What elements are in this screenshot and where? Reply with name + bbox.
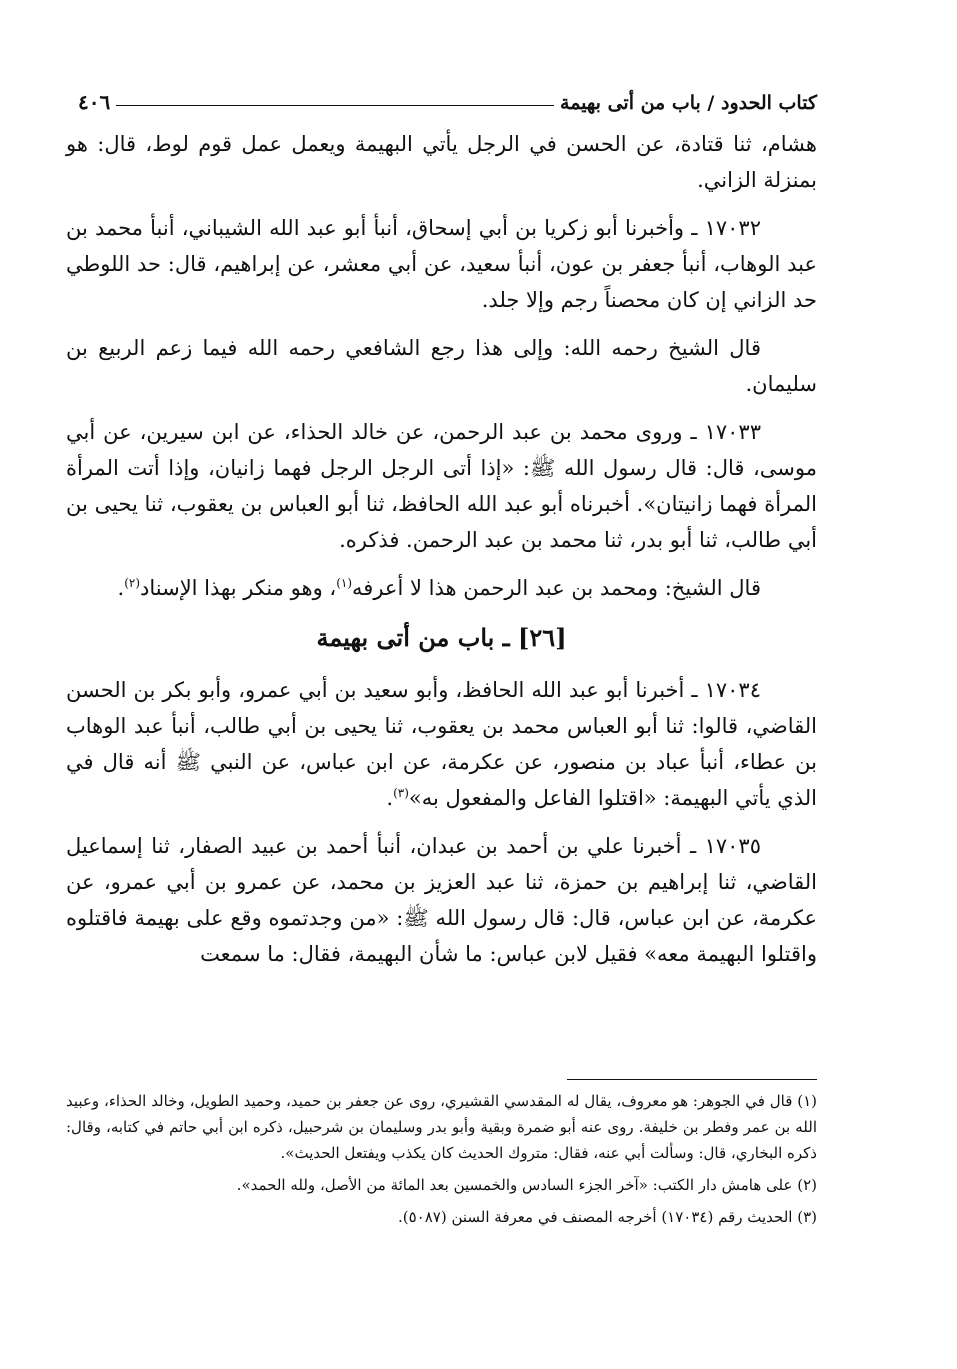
running-header <box>66 78 817 114</box>
footnote-ref-2: (٢) <box>124 576 141 590</box>
footnote-1: (١) قال في الجوهر: هو معروف، يقال له المقدسي القشيري، روى عن جعفر بن حميد، وحميد الطويل، وخالد الحذاء، وعبيد الله بن عمر وفطر بن خليفة. روى عنه أبو ضمرة وبقية وأبو بدر وسليمان بن شرحبيل، ذكره ابن أبي حاتم في كتابه، وقال: ذكره البخاري، قال: وسألت أبي عنه، فقال: متروك الحديث كان يكذب ويفتعل الحديث». <box>66 1092 817 1162</box>
footnotes <box>66 1088 817 1236</box>
main-text <box>66 126 817 984</box>
footnote-2: (٢) على هامش دار الكتب: «آخر الجزء السادس والخمسين بعد المائة من الأصل، ولله الحمد». <box>236 1176 817 1194</box>
footnote-ref-3: (٣) <box>393 786 409 800</box>
footnote-3: (٣) الحديث رقم (١٧٠٣٤) أخرجه المصنف في معرفة السنن (٥٠٨٧). <box>398 1208 817 1226</box>
footnote-rule <box>567 1079 817 1080</box>
footnote-ref-1: (١) <box>336 576 353 590</box>
paragraph-1: هشام، ثنا قتادة، عن الحسن في الرجل يأتي البهيمة ويعمل عمل قوم لوط، قال: هو بمنزلة الزاني. <box>66 132 817 192</box>
comment-text-c: . <box>117 576 125 600</box>
comment-text-b: ، وهو منكر بهذا الإسناد <box>140 576 337 600</box>
comment-text-a: قال الشيخ: ومحمد بن عبد الرحمن هذا لا أعرفه <box>352 576 761 600</box>
sheikh-comment-1: قال الشيخ رحمه الله: وإلى هذا رجع الشافعي رحمه الله فيما زعم الربيع بن سليمان. <box>66 336 817 396</box>
page-number: ٤٠٦ <box>78 90 111 114</box>
header-rule <box>116 105 554 106</box>
hadith-17032: ١٧٠٣٢ ـ وأخبرنا أبو زكريا بن أبي إسحاق، أنبأ أبو عبد الله الشيباني، أنبأ محمد بن عبد الوهاب، أنبأ جعفر بن عون، أنبأ سعيد، عن أبي معشر، عن إبراهيم، قال: حد اللوطي حد الزاني إن كان محصناً رجم وإلا جلد. <box>66 216 817 312</box>
chapter-title: [٢٦] ـ باب من أتى بهيمة <box>316 623 567 652</box>
hadith-17033: ١٧٠٣٣ ـ وروى محمد بن عبد الرحمن، عن خالد الحذاء، عن ابن سيرين، عن أبي موسى، قال: قال رسول الله ﷺ: «إذا أتى الرجل الرجل فهما زانيان، وإذا أتت المرأة المرأة فهما زانيتان». أخبرناه أبو عبد الله الحافظ، ثنا أبو العباس بن يعقوب، ثنا يحيى بن أبي طالب، ثنا أبو بدر، ثنا محمد بن عبد الرحمن. فذكره. <box>66 420 817 552</box>
hadith-17034-end: . <box>386 786 394 810</box>
hadith-17034 <box>66 672 817 816</box>
running-title: كتاب الحدود / باب من أتى بهيمة <box>560 92 817 114</box>
sheikh-comment-2 <box>66 570 817 606</box>
hadith-17035: ١٧٠٣٥ ـ أخبرنا علي بن أحمد بن عبدان، أنبأ أحمد بن عبيد الصفار، ثنا إسماعيل القاضي، ثنا إبراهيم بن حمزة، ثنا عبد العزيز بن محمد، عن عمرو بن أبي عمرو، عن عكرمة، عن ابن عباس، قال: قال رسول الله ﷺ: «من وجدتموه وقع على بهيمة فاقتلوه واقتلوا البهيمة معه» فقيل لابن عباس: ما شأن البهيمة، فقال: ما سمعت <box>66 834 817 966</box>
hadith-17034-text: ١٧٠٣٤ ـ أخبرنا أبو عبد الله الحافظ، وأبو سعيد بن أبي عمرو، وأبو بكر بن الحسن القاضي، قالوا: ثنا أبو العباس محمد بن يعقوب، ثنا يحيى بن أبي طالب، أنبأ عبد الوهاب بن عطاء، أنبأ عباد بن منصور، عن عكرمة، عن ابن عباس، عن النبي ﷺ أنه قال في الذي يأتي البهيمة: «اقتلوا الفاعل والمفعول به» <box>66 678 817 810</box>
